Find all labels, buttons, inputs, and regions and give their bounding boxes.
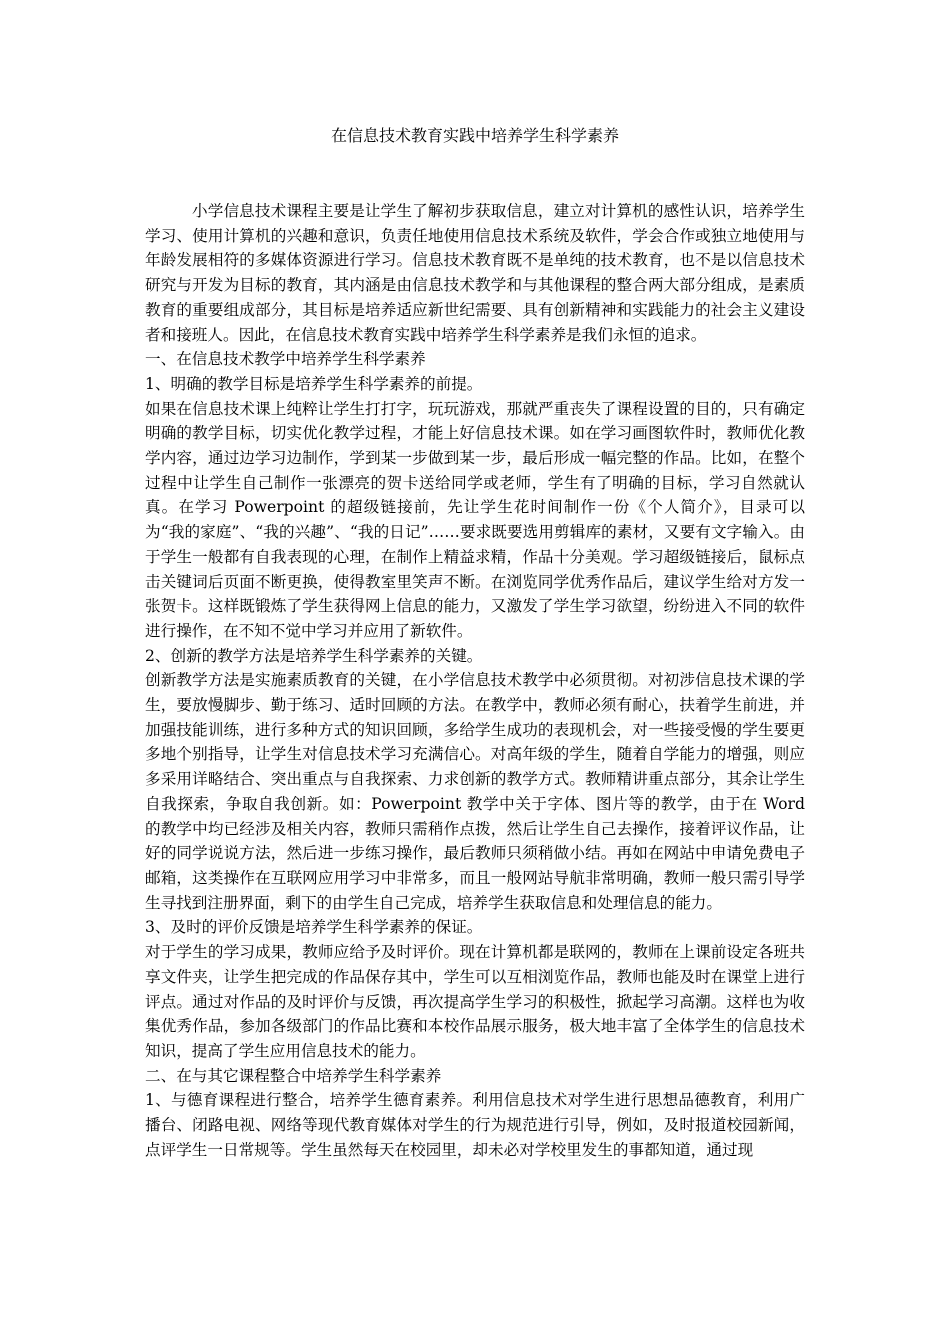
- subsection-2-paragraph: 创新教学方法是实施素质教育的关键，在小学信息技术教学中必须贯彻。对初涉信息技术课的学生，要放慢脚步、勤于练习、适时回顾的方法。在教学中，教师必须有耐心，扶着学生前进，并加强技能训练，进行多种方式的知识回顾，多给学生成功的表现机会，对一些接受慢的学生要更多地个别指导，让学生对信息技术学习充满信心。对高年级的学生，随着自学能力的增强，则应多采用详略结合、突出重点与自我探索、力求创新的教学方式。教师精讲重点部分，其余让学生自我探索，争取自我创新。如：Powerpoint 教学中关于字体、图片等的教学，由于在 Word 的教学中均已经涉及相关内容，教师只需稍作点拨，然后让学生自己去操作，接着评议作品，让好的同学说说方法，然后进一步练习操作，最后教师只须稍做小结。再如在网站中申请免费电子邮箱，这类操作在互联网应用学习中非常多，而且一般网站导航非常明确，教师一般只需引导学生寻找到注册界面，剩下的由学生自己完成，培养学生获取信息和处理信息的能力。: [145, 671, 805, 912]
- section-2-heading: 二、在与其它课程整合中培养学生科学素养: [145, 1066, 442, 1085]
- section-2-subsection-1-paragraph: 1、与德育课程进行整合，培养学生德育素养。利用信息技术对学生进行思想品德教育，利用广播台、闭路电视、网络等现代教育媒体对学生的行为规范进行引导，例如，及时报道校园新闻，点评学生一日常规等。学生虽然每天在校园里，却未必对学校里发生的事都知道，通过现: [145, 1091, 805, 1159]
- document-title: 在信息技术教育实践中培养学生科学素养: [330, 126, 619, 145]
- subsection-3-paragraph: 对于学生的学习成果，教师应给予及时评价。现在计算机都是联网的，教师在上课前设定各班共享文件夹，让学生把完成的作品保存其中，学生可以互相浏览作品，教师也能及时在课堂上进行评点。通过对作品的及时评价与反馈，再次提高学生学习的积极性，掀起学习高潮。这样也为收集优秀作品，参加各级部门的作品比赛和本校作品展示服务，极大地丰富了全体学生的信息技术知识，提高了学生应用信息技术的能力。: [145, 943, 805, 1060]
- intro-paragraph: 小学信息技术课程主要是让学生了解初步获取信息，建立对计算机的感性认识，培养学生学习、使用计算机的兴趣和意识，负责任地使用信息技术系统及软件，学会合作或独立地使用与年龄发展相符的多媒体资源进行学习。信息技术教育既不是单纯的技术教育，也不是以信息技术研究与开发为目标的教育，其内涵是由信息技术教学和与其他课程的整合两大部分组成，是素质教育的重要组成部分，其目标是培养适应新世纪需要、具有创新精神和实践能力的社会主义建设者和接班人。因此，在信息技术教育实践中培养学生科学素养是我们永恒的追求。: [145, 202, 805, 344]
- section-1-heading: 一、在信息技术教学中培养学生科学素养: [145, 350, 426, 369]
- subsection-3-heading: 3、及时的评价反馈是培养学生科学素养的保证。: [145, 918, 483, 937]
- subsection-2-heading: 2、创新的教学方法是培养学生科学素养的关键。: [145, 646, 483, 665]
- subsection-1-paragraph: 如果在信息技术课上纯粹让学生打打字，玩玩游戏，那就严重丧失了课程设置的目的，只有确定明确的教学目标，切实优化教学过程，才能上好信息技术课。如在学习画图软件时，教师优化教学内容，通过边学习边制作，学到某一步做到某一步，最后形成一幅完整的作品。比如，在整个过程中让学生自己制作一张漂亮的贺卡送给同学或老师，学生有了明确的目标，学习自然就认真。在学习 Powerpoint 的超级链接前，先让学生花时间制作一份《个人简介》，目录可以为“我的家庭”、“我的兴趣”、“我的日记”……要求既要选用剪辑库的素材，又要有文字输入。由于学生一般都有自我表现的心理，在制作上精益求精，作品十分美观。学习超级链接后，鼠标点击关键词后页面不断更换，使得教室里笑声不断。在浏览同学优秀作品后，建议学生给对方发一张贺卡。这样既锻炼了学生获得网上信息的能力，又激发了学生学习欲望，纷纷进入不同的软件进行操作，在不知不觉中学习并应用了新软件。: [145, 399, 805, 640]
- document-body: [145, 199, 805, 1162]
- subsection-1-heading: 1、明确的教学目标是培养学生科学素养的前提。: [145, 374, 483, 393]
